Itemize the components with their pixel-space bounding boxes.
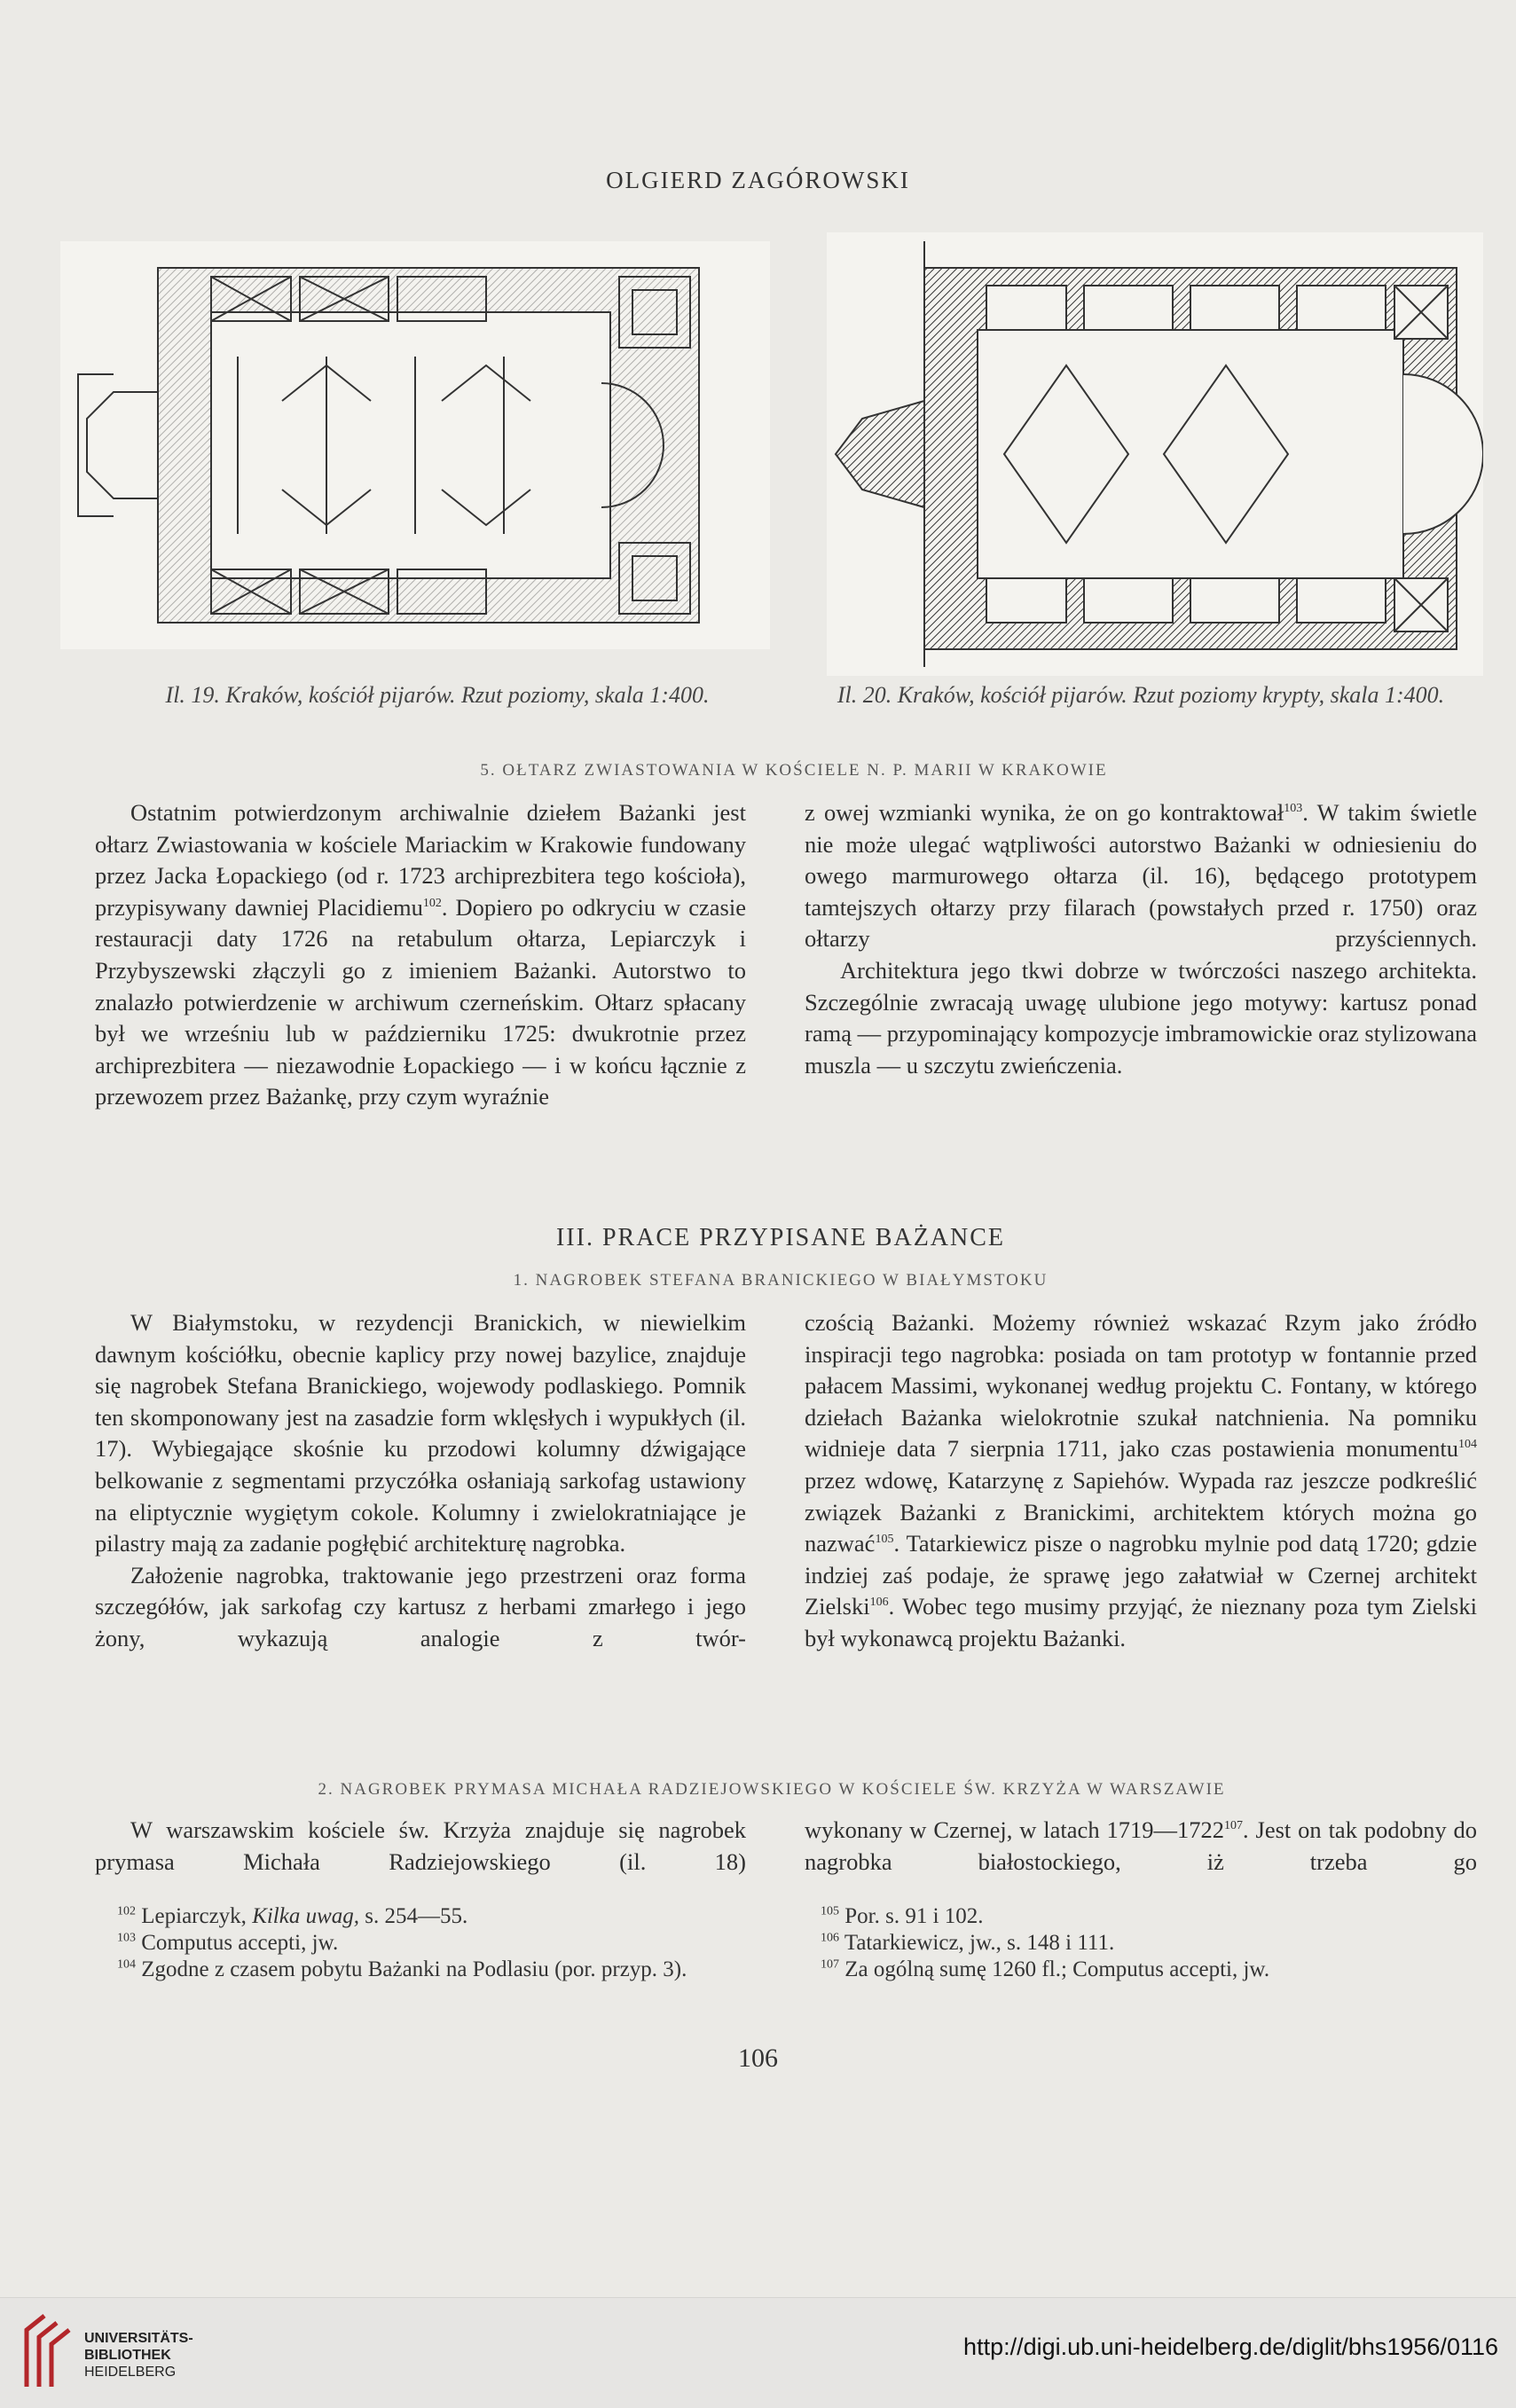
s2-right-b: . Jest on tak podobny do nagrobka białostockiego, iż trzeba go (805, 1816, 1477, 1875)
footnote-italic: Kilka uwag, (252, 1904, 360, 1928)
footnote-text: Computus accepti, jw. (141, 1931, 339, 1955)
library-line-1: UNIVERSITÄTS- (84, 2331, 193, 2346)
chapter-title: III. PRACE PRZYPISANE BAŻANCE (555, 1224, 1006, 1251)
footnote-ref-106: 106 (869, 1596, 889, 1610)
footnote-num: 106 (821, 1931, 839, 1945)
library-name (84, 2330, 193, 2381)
section-2-title: 2. NAGROBEK PRYMASA MICHAŁA RADZIEJOWSKIEGO W KOŚCIELE ŚW. KRZYŻA W WARSZAWIE (318, 1780, 1226, 1799)
footnote-text: Tatarkiewicz, jw., s. 148 i 111. (844, 1931, 1115, 1955)
figure-19-caption: Il. 19. Kraków, kościół pijarów. Rzut poziomy, skala 1:400. (165, 682, 710, 708)
library-line-3: HEIDELBERG (84, 2365, 177, 2380)
page-number: 106 (738, 2043, 778, 2073)
s2-left-text: W warszawskim kościele św. Krzyża znajduje się nagrobek prymasa Michała Radziejowskiego (il. 18) (95, 1816, 746, 1875)
footnote-text: Zgodne z czasem pobytu Bażanki na Podlasiu (por. przyp. 3). (141, 1957, 687, 1981)
footnote-num: 105 (821, 1904, 839, 1918)
s1-left-p2: Założenie nagrobka, traktowanie jego przestrzeni oraz forma szczegółów, jak sarkofag czy kartusz z herbami zmarłego i jego żony, wykazują analogie z twór- (95, 1561, 746, 1651)
library-footer-bar (0, 2297, 1516, 2408)
s5-left-cont: . Dopiero po odkryciu w czasie restauracji daty 1726 na retabulum ołtarza, Lepiarczyk i Przybyszewski złączyli go z imieniem Bażanki. Autorstwo to znalazło potwierdzenie w archiwum czerneńskim. Ołtarz spłacany był we wrześniu lub w październiku 1725: dwukrotnie przez archiprezbitera — niezawodnie Łopackiego — i w końcu łącznie z przewozem przez Bażankę, przy czym wyraźnie (95, 893, 746, 1110)
footnote-text: Por. s. 91 i 102. (844, 1904, 984, 1928)
s1-left-p1: W Białymstoku, w rezydencji Branickich, w niewielkim dawnym kościółku, obecnie kaplicy przy nowej bazylice, znajduje się nagrobek Stefana Branickiego, wojewody podlaskiego. Pomnik ten skomponowany jest na zasadzie form wklęsłych i wypukłych (il. 17). Wybiegające skośnie ku przodowi kolumny dźwigające belkowanie z segmentami przyczółka osłaniają sarkofag ustawiony na eliptycznie wygiętym cokole. Kolumny i zwielokratniające je pilastry mają za zadanie pogłębić architekturę nagrobka. (95, 1309, 746, 1557)
s5-right-p1: z owej wzmianki wynika, że on go kontraktował (805, 799, 1284, 826)
footnotes-right (803, 1903, 1486, 1983)
footnote-text: Lepiarczyk, (141, 1904, 253, 1928)
running-header: OLGIERD ZAGÓROWSKI (606, 167, 910, 193)
library-logo-icon (18, 2312, 75, 2388)
s5-left-text: Ostatnim potwierdzonym archiwalnie dziełem Bażanki jest ołtarz Zwiastowania w kościele Mariackim w Krakowie fundowany przez Jacka Łopackiego (od r. 1723 archiprezbitera tego kościoła), przypisywany dawniej Placidiemu (95, 799, 746, 921)
footnote-ref-104: 104 (1458, 1438, 1477, 1452)
s1-right-a: czością Bażanki. Możemy również wskazać Rzym jako źródło inspiracji tego nagrobka: posiada on tam prototyp w fontannie przed pałacem Massimi, wykonanej według projektu C. Fontany, w którego dziełach Bażanka wielokrotnie szukał natchnienia. Na pomniku widnieje data 7 sierpnia 1711, jako czas postawienia monumentu (805, 1309, 1477, 1463)
section-1-left-column (95, 1307, 746, 1655)
footnote-num: 107 (821, 1957, 839, 1972)
section-2-right-column (805, 1815, 1477, 1878)
footnote-num: 104 (117, 1957, 136, 1972)
s1-right-b: przez wdowę, Katarzynę z Sapiehów. Wypada raz jeszcze podkreślić związek Bażanki z Branickimi, architektem których można go nazwać (805, 1466, 1477, 1557)
source-url-link[interactable]: http://digi.ub.uni-heidelberg.de/diglit/bhs1956/0116 (963, 2333, 1498, 2360)
footnote-text: Za ogólną sumę 1260 fl.; Computus accepti, jw. (844, 1957, 1270, 1981)
crypt-plan-figure-20 (827, 232, 1483, 676)
section-5-right-column (805, 797, 1477, 1081)
footnotes-left (82, 1903, 756, 1983)
footnote-ref-103: 103 (1284, 802, 1303, 816)
footnote-num: 102 (117, 1904, 136, 1918)
s1-right-d: . Wobec tego musimy przyjąć, że nieznany poza tym Zielski był wykonawcą projektu Bażanki. (805, 1593, 1477, 1651)
s1-right-c: . Tatarkiewicz pisze o nagrobku mylnie pod datą 1720; gdzie indziej zaś podaje, że sprawę jego załatwiał w Czernej architekt Zielski (805, 1530, 1477, 1620)
footnote-rest: s. 254—55. (359, 1904, 468, 1928)
footnote-ref-107: 107 (1223, 1819, 1243, 1833)
library-line-2: BIBLIOTHEK (84, 2348, 171, 2363)
s2-right-a: wykonany w Czernej, w latach 1719—1722 (805, 1816, 1224, 1843)
section-5-left-column (95, 797, 746, 1113)
section-1-right-column (805, 1307, 1477, 1655)
footnote-ref-105: 105 (875, 1533, 894, 1547)
floor-plan-figure-19 (60, 241, 770, 649)
section-2-left-column (95, 1815, 746, 1878)
section-5-title: 5. OŁTARZ ZWIASTOWANIA W KOŚCIELE N. P. MARII W KRAKOWIE (480, 761, 1108, 780)
s5-right-p2: Architektura jego tkwi dobrze w twórczości naszego architekta. Szczególnie zwracają uwagę ulubione jego motywy: kartusz ponad ramą — przypominający kompozycje imbramowickie oraz stylizowana muszla — u szczytu zwieńczenia. (805, 956, 1477, 1079)
s5-right-p1b: . W takim świetle nie może ulegać wątpliwości autorstwo Bażanki w odniesieniu do owego marmurowego ołtarza (il. 16), będącego prototypem tamtejszych ołtarzy przy filarach (powstałych przed r. 1750) oraz ołtarzy przyściennych. (805, 799, 1477, 953)
footnote-ref-102: 102 (422, 896, 442, 910)
footnote-num: 103 (117, 1931, 136, 1945)
section-1-title: 1. NAGROBEK STEFANA BRANICKIEGO W BIAŁYMSTOKU (513, 1271, 1049, 1290)
figure-20-caption: Il. 20. Kraków, kościół pijarów. Rzut poziomy krypty, skala 1:400. (837, 682, 1445, 708)
